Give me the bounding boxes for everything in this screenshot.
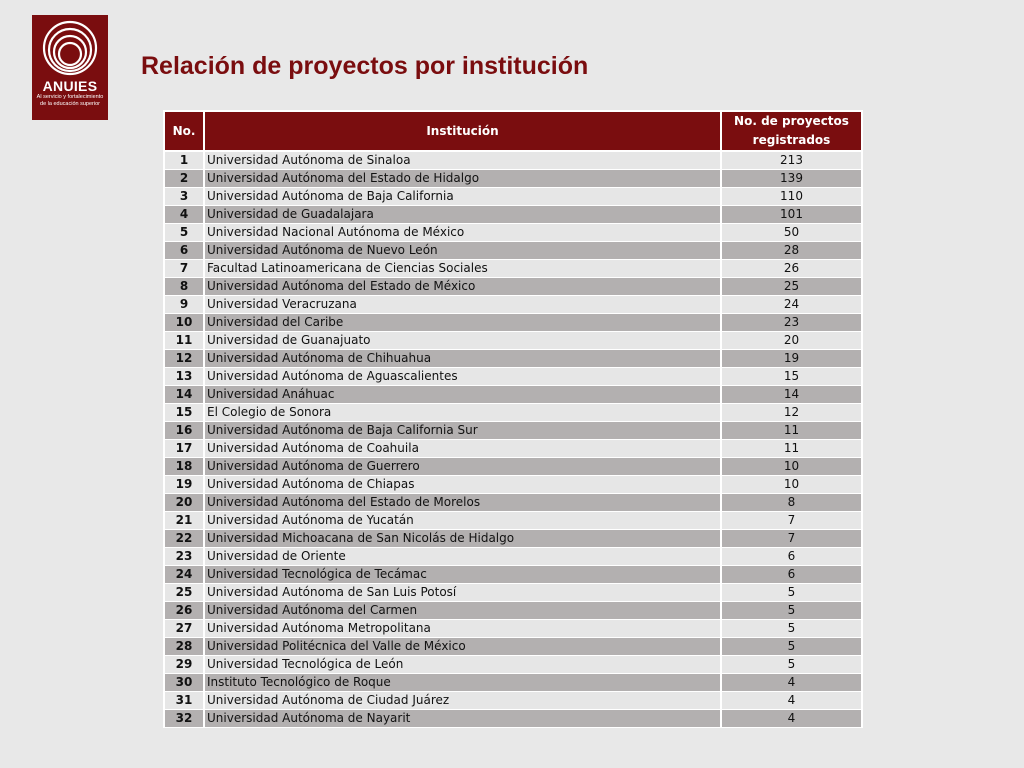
institution-name: Universidad Autónoma Metropolitana xyxy=(204,620,721,638)
row-number: 7 xyxy=(164,260,204,278)
table-row xyxy=(164,584,862,602)
row-number: 11 xyxy=(164,332,204,350)
institution-name: Universidad Nacional Autónoma de México xyxy=(204,224,721,242)
table-row xyxy=(164,296,862,314)
table-row xyxy=(164,260,862,278)
row-number: 1 xyxy=(164,151,204,170)
project-count: 28 xyxy=(721,242,862,260)
table-row xyxy=(164,350,862,368)
institution-name: Universidad Autónoma de Baja California xyxy=(204,188,721,206)
institution-name: Universidad Autónoma de Sinaloa xyxy=(204,151,721,170)
project-count: 139 xyxy=(721,170,862,188)
table-row xyxy=(164,530,862,548)
project-count: 110 xyxy=(721,188,862,206)
institution-name: Universidad del Caribe xyxy=(204,314,721,332)
institution-name: Universidad Autónoma de Nayarit xyxy=(204,710,721,728)
project-count: 11 xyxy=(721,422,862,440)
table-row xyxy=(164,151,862,170)
row-number: 28 xyxy=(164,638,204,656)
row-number: 32 xyxy=(164,710,204,728)
table-row xyxy=(164,512,862,530)
project-count: 5 xyxy=(721,602,862,620)
row-number: 12 xyxy=(164,350,204,368)
table-row xyxy=(164,224,862,242)
table-row xyxy=(164,242,862,260)
logo-tagline-line-2: de la educación superior xyxy=(40,101,100,107)
table-row xyxy=(164,314,862,332)
institution-name: Universidad Autónoma de Chihuahua xyxy=(204,350,721,368)
project-count: 101 xyxy=(721,206,862,224)
row-number: 6 xyxy=(164,242,204,260)
institution-name: Universidad Autónoma de Ciudad Juárez xyxy=(204,692,721,710)
table-row xyxy=(164,404,862,422)
row-number: 20 xyxy=(164,494,204,512)
row-number: 13 xyxy=(164,368,204,386)
row-number: 5 xyxy=(164,224,204,242)
project-count: 213 xyxy=(721,151,862,170)
row-number: 14 xyxy=(164,386,204,404)
institution-name: Universidad Autónoma del Estado de Morelos xyxy=(204,494,721,512)
logo-name: ANUIES xyxy=(42,78,98,94)
institution-name: Instituto Tecnológico de Roque xyxy=(204,674,721,692)
project-count: 6 xyxy=(721,566,862,584)
row-number: 3 xyxy=(164,188,204,206)
table-row xyxy=(164,638,862,656)
table-row xyxy=(164,422,862,440)
row-number: 2 xyxy=(164,170,204,188)
institution-name: Universidad Autónoma de Aguascalientes xyxy=(204,368,721,386)
row-number: 25 xyxy=(164,584,204,602)
project-count: 5 xyxy=(721,584,862,602)
institution-name: Universidad de Guadalajara xyxy=(204,206,721,224)
institution-name: Universidad Autónoma de Yucatán xyxy=(204,512,721,530)
project-count: 6 xyxy=(721,548,862,566)
row-number: 22 xyxy=(164,530,204,548)
page-title: Relación de proyectos por institución xyxy=(141,52,589,80)
logo-tagline-line-1: Al servicio y fortalecimiento xyxy=(36,94,104,100)
institution-name: Universidad Autónoma del Estado de México xyxy=(204,278,721,296)
project-count: 12 xyxy=(721,404,862,422)
row-number: 29 xyxy=(164,656,204,674)
project-count: 7 xyxy=(721,530,862,548)
project-count: 11 xyxy=(721,440,862,458)
header-no: No. xyxy=(164,111,204,151)
project-count: 5 xyxy=(721,620,862,638)
table-header-row xyxy=(164,111,862,151)
row-number: 17 xyxy=(164,440,204,458)
institution-name: Universidad Politécnica del Valle de México xyxy=(204,638,721,656)
institution-name: Universidad Autónoma de Coahuila xyxy=(204,440,721,458)
row-number: 10 xyxy=(164,314,204,332)
project-count: 4 xyxy=(721,674,862,692)
table-row xyxy=(164,656,862,674)
project-count: 14 xyxy=(721,386,862,404)
institution-name: Universidad Autónoma de Nuevo León xyxy=(204,242,721,260)
table-row xyxy=(164,278,862,296)
table-row xyxy=(164,332,862,350)
row-number: 26 xyxy=(164,602,204,620)
row-number: 15 xyxy=(164,404,204,422)
project-count: 25 xyxy=(721,278,862,296)
project-count: 10 xyxy=(721,476,862,494)
table-row xyxy=(164,692,862,710)
table-row xyxy=(164,620,862,638)
row-number: 8 xyxy=(164,278,204,296)
header-projects: No. de proyectos registrados xyxy=(721,111,862,151)
row-number: 9 xyxy=(164,296,204,314)
table-row xyxy=(164,458,862,476)
header-institution: Institución xyxy=(204,111,721,151)
project-count: 8 xyxy=(721,494,862,512)
project-count: 15 xyxy=(721,368,862,386)
row-number: 4 xyxy=(164,206,204,224)
institution-name: Universidad Tecnológica de Tecámac xyxy=(204,566,721,584)
row-number: 24 xyxy=(164,566,204,584)
table-row xyxy=(164,440,862,458)
concentric-circles-icon xyxy=(39,19,101,77)
row-number: 16 xyxy=(164,422,204,440)
project-count: 23 xyxy=(721,314,862,332)
institution-name: Facultad Latinoamericana de Ciencias Sociales xyxy=(204,260,721,278)
table-row xyxy=(164,674,862,692)
project-count: 10 xyxy=(721,458,862,476)
table-row xyxy=(164,602,862,620)
table-row xyxy=(164,206,862,224)
project-count: 24 xyxy=(721,296,862,314)
table-row xyxy=(164,494,862,512)
institution-name: Universidad Anáhuac xyxy=(204,386,721,404)
institution-name: Universidad Autónoma del Estado de Hidalgo xyxy=(204,170,721,188)
row-number: 30 xyxy=(164,674,204,692)
table-row xyxy=(164,548,862,566)
project-count: 19 xyxy=(721,350,862,368)
institution-name: El Colegio de Sonora xyxy=(204,404,721,422)
project-count: 26 xyxy=(721,260,862,278)
project-count: 4 xyxy=(721,710,862,728)
institution-name: Universidad Autónoma de Chiapas xyxy=(204,476,721,494)
institution-name: Universidad Michoacana de San Nicolás de Hidalgo xyxy=(204,530,721,548)
project-count: 50 xyxy=(721,224,862,242)
table-row xyxy=(164,386,862,404)
institution-name: Universidad Autónoma de Baja California Sur xyxy=(204,422,721,440)
institution-name: Universidad Autónoma de San Luis Potosí xyxy=(204,584,721,602)
institution-name: Universidad Autónoma de Guerrero xyxy=(204,458,721,476)
anuies-logo xyxy=(32,15,108,120)
table-row xyxy=(164,188,862,206)
row-number: 23 xyxy=(164,548,204,566)
institution-name: Universidad Tecnológica de León xyxy=(204,656,721,674)
project-count: 4 xyxy=(721,692,862,710)
project-count: 5 xyxy=(721,638,862,656)
project-count: 5 xyxy=(721,656,862,674)
table-body xyxy=(164,151,862,728)
row-number: 19 xyxy=(164,476,204,494)
row-number: 21 xyxy=(164,512,204,530)
project-count: 7 xyxy=(721,512,862,530)
institution-name: Universidad de Oriente xyxy=(204,548,721,566)
table-row xyxy=(164,368,862,386)
table-row xyxy=(164,710,862,728)
project-count: 20 xyxy=(721,332,862,350)
row-number: 18 xyxy=(164,458,204,476)
table-row xyxy=(164,170,862,188)
table-row xyxy=(164,476,862,494)
institution-name: Universidad Veracruzana xyxy=(204,296,721,314)
institution-name: Universidad Autónoma del Carmen xyxy=(204,602,721,620)
projects-table xyxy=(163,110,863,728)
institution-name: Universidad de Guanajuato xyxy=(204,332,721,350)
row-number: 31 xyxy=(164,692,204,710)
table-row xyxy=(164,566,862,584)
row-number: 27 xyxy=(164,620,204,638)
